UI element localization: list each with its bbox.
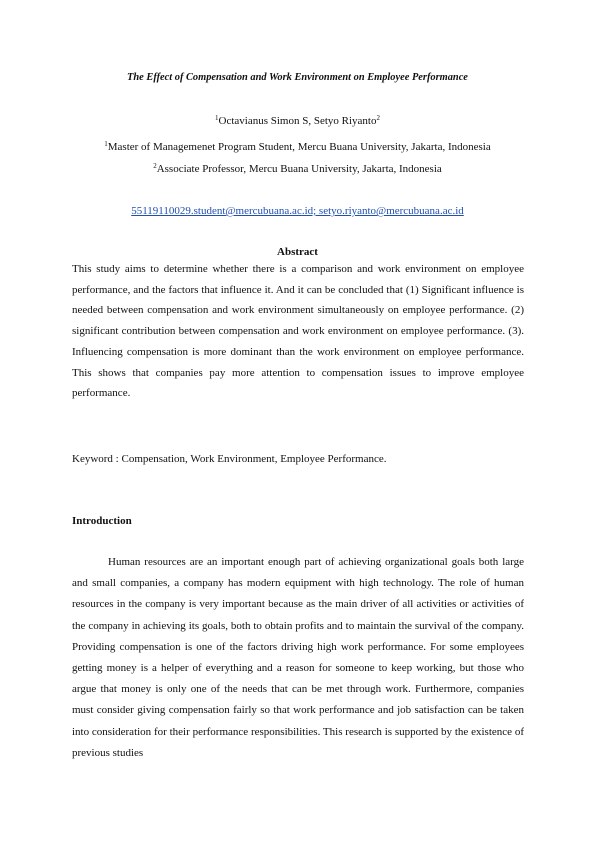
keywords: Keyword : Compensation, Work Environment, Employee Performance.	[72, 453, 387, 465]
affiliation-1-sup: 1	[104, 140, 108, 148]
affiliation-2-text: Associate Professor, Mercu Buana University, Jakarta, Indonesia	[156, 163, 442, 175]
author-sup-1: 1	[215, 114, 219, 122]
author-line	[40, 114, 555, 128]
email-link[interactable]: 55119110029.student@mercubuana.ac.id; setyo.riyanto@mercubuana.ac.id	[131, 205, 464, 217]
author-names: Octavianus Simon S, Setyo Riyanto	[218, 115, 377, 127]
affiliation-1	[40, 140, 555, 154]
affiliation-2-sup: 2	[153, 162, 157, 170]
abstract-text: This study aims to determine whether there is a comparison and work environment on employee performance, and the factors that influence it. And it can be concluded that (1) Significant influence is needed between compensation and work environment simultaneously on employee performance. (2) significant contribution between compensation and work environment on employee performance. (3). Influencing compensation is more dominant than the work environment on employee performance. This shows that companies pay more attention to compensation issues to improve employee performance.	[72, 263, 524, 400]
affiliation-1-text: Master of Managemenet Program Student, Mercu Buana University, Jakarta, Indonesia	[107, 141, 491, 153]
introduction-text: Human resources are an important enough part of achieving organizational goals both large and small companies, a company has modern equipment with high technology. The role of human resources in the company is very important because as the main driver of all activities or activities of the company in achieving its goals, both to obtain profits and to maintain the survival of the company. Providing compensation is one of the factors driving high work performance. For some employees getting money is a helper of everything and a reason for someone to keep working, but those who argue that money is only one of the needs that can be met through work. Furthermore, companies must consider giving compensation fairly so that work performance and job satisfaction can be taken into consideration for their performance responsibilities. This research is supported by the existence of previous studies	[72, 556, 524, 759]
affiliation-2	[40, 162, 555, 176]
author-sup-2: 2	[376, 114, 380, 122]
abstract-heading: Abstract	[277, 246, 318, 258]
introduction-heading: Introduction	[72, 515, 132, 527]
paper-title: The Effect of Compensation and Work Environment on Employee Performance	[127, 72, 468, 83]
